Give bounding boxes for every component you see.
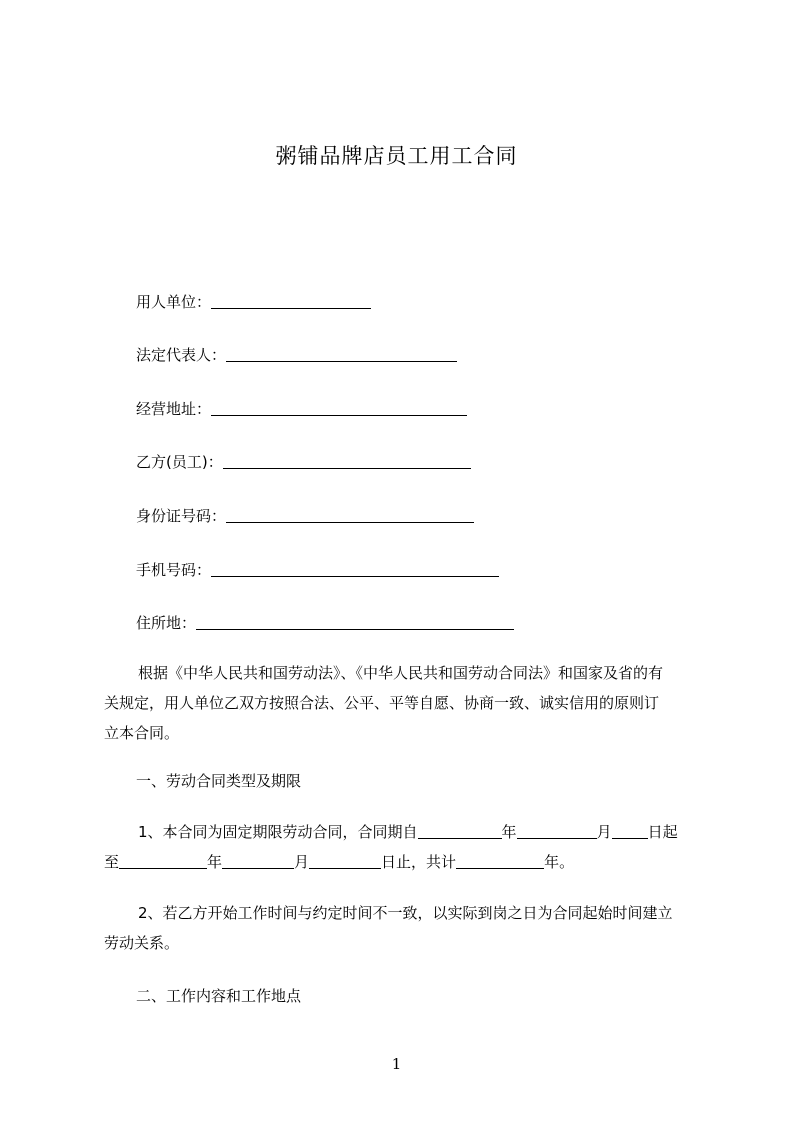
intro-paragraph [104, 658, 708, 748]
start-month-blank[interactable] [517, 824, 597, 839]
fill-in-line[interactable] [211, 401, 467, 416]
clause-text: 年 [501, 823, 517, 841]
total-years-blank[interactable] [456, 854, 544, 869]
start-year-blank[interactable] [418, 824, 502, 839]
end-month-blank[interactable] [222, 854, 294, 869]
clause-text: 年 [207, 853, 223, 871]
document-title: 粥铺品牌店员工用工合同 [275, 144, 518, 168]
field-label: 乙方(员工)： [136, 453, 223, 471]
clause-text: 至 [104, 853, 120, 871]
field-label: 法定代表人： [136, 346, 227, 364]
intro-line: 根据《中华人民共和国劳动法》、《中华人民共和国劳动合同法》和国家及省的有 [138, 664, 664, 682]
clause-text: 日止，共计 [381, 853, 457, 871]
clause-line: 劳动关系。 [104, 934, 180, 952]
section-heading: 二、工作内容和工作地点 [136, 987, 302, 1005]
start-day-blank[interactable] [612, 824, 648, 839]
contract-term-clause [104, 817, 708, 877]
start-date-clause [104, 898, 708, 958]
fill-in-line[interactable] [226, 508, 474, 523]
intro-line: 关规定，用人单位乙双方按照合法、公平、平等自愿、协商一致、诚实信用的原则订 [104, 694, 660, 712]
fill-in-line[interactable] [223, 454, 471, 469]
clause-text: 年。 [544, 853, 575, 871]
clause-text: 日起 [647, 823, 678, 841]
field-party-b-employee [136, 452, 471, 472]
field-mobile-number [136, 560, 499, 580]
clause-line [104, 847, 708, 877]
page-number: 1 [391, 1055, 402, 1073]
fill-in-line[interactable] [211, 562, 499, 577]
end-year-blank[interactable] [119, 854, 207, 869]
fill-in-line[interactable] [196, 615, 514, 630]
clause-line: 2、若乙方开始工作时间与约定时间不一致，以实际到岗之日为合同起始时间建立 [138, 904, 673, 922]
clause-text: 月 [596, 823, 612, 841]
field-legal-representative [136, 345, 457, 365]
field-label: 用人单位： [136, 293, 212, 311]
field-label: 经营地址： [136, 400, 212, 418]
field-employer [136, 292, 371, 312]
field-label: 身份证号码： [136, 507, 227, 525]
clause-text: 1、本合同为固定期限劳动合同，合同期自 [138, 823, 418, 841]
fill-in-line[interactable] [211, 294, 371, 309]
field-label: 住所地： [136, 614, 197, 632]
field-residence [136, 613, 514, 633]
field-business-address [136, 399, 467, 419]
intro-line: 立本合同。 [104, 724, 180, 742]
fill-in-line[interactable] [226, 347, 457, 362]
field-label: 手机号码： [136, 561, 212, 579]
clause-text: 月 [294, 853, 310, 871]
end-day-blank[interactable] [309, 854, 381, 869]
field-id-number [136, 506, 474, 526]
clause-line [104, 817, 708, 847]
section-heading: 一、劳动合同类型及期限 [136, 772, 302, 790]
